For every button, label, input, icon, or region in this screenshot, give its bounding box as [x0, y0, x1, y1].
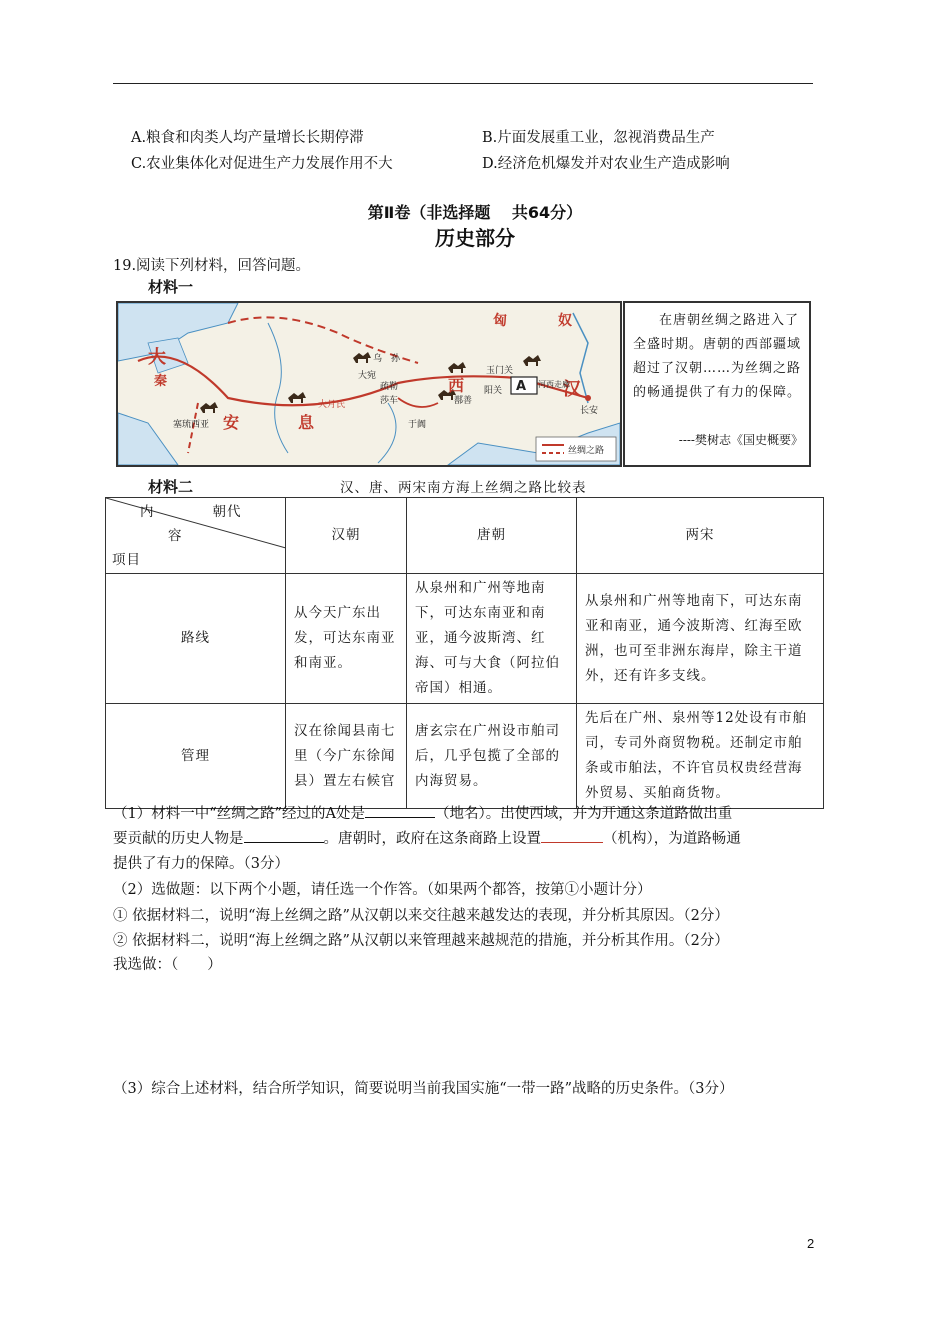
cell-management-han: 汉在徐闻县南七里（今广东徐闻县）置左右候官 — [286, 704, 407, 809]
changan-dot — [585, 395, 591, 401]
map-label-shanshan: 鄯善 — [454, 396, 473, 406]
table-row — [106, 704, 824, 809]
map-label-daqin-1: 大 — [148, 347, 166, 368]
header-song: 两宋 — [577, 498, 824, 574]
material-1-label: 材料一 — [148, 278, 194, 296]
map-label-hexi: 河西走廊 — [538, 380, 570, 389]
row-item-route: 路线 — [106, 574, 286, 704]
map-label-point-a: A — [516, 379, 527, 394]
sub-question-3: （3）综合上述材料，结合所学知识，简要说明当前我国实施“一带一路”战略的历史条件。（3分） — [113, 1081, 734, 1097]
map-label-dayuezhi: 大月氏 — [318, 400, 346, 410]
option-d: D.经济危机爆发并对农业生产造成影响 — [482, 156, 730, 172]
row-item-management: 管理 — [106, 704, 286, 809]
map-label-shule: 疏勒 — [380, 382, 399, 392]
legend-label: 丝绸之路 — [568, 446, 605, 456]
header-han: 汉朝 — [286, 498, 407, 574]
map-label-yutian: 于阗 — [408, 420, 427, 430]
table-corner-cell — [106, 498, 286, 574]
cell-route-tang: 从泉州和广州等地南下，可达东南亚和南亚，通今波斯湾、红海、可与大食（阿拉伯帝国）相通。 — [407, 574, 577, 704]
sub-question-1-line-1 — [113, 802, 732, 823]
map-label-xiongnu-1: 匈 — [493, 313, 507, 329]
cell-route-song: 从泉州和广州等地南下，可达东南亚和南亚，通今波斯湾、红海至欧洲，也可至非洲东海岸，除主干道外，还有许多支线。 — [577, 574, 824, 704]
sub-question-2-option-2: ② 依据材料二，说明“海上丝绸之路”从汉朝以来管理越来越规范的措施，并分析其作用。（2分） — [113, 933, 729, 949]
cell-management-song: 先后在广州、泉州等12处设有市舶司，专司外商贸物税。还制定市舶条或市舶法，不许官员权贵经营海外贸易、买舶商货物。 — [577, 704, 824, 809]
material-2-label: 材料二 — [148, 478, 194, 496]
map-label-xiongnu-2: 奴 — [558, 313, 572, 329]
map-label-tiaozhi: 塞琉西亚 — [173, 420, 210, 430]
map-label-anxi-2: 息 — [298, 413, 315, 432]
map-label-yangguan: 阳关 — [484, 386, 503, 396]
map-label-han: 汉 — [563, 379, 581, 400]
answer-blank-institution[interactable] — [541, 842, 603, 843]
sub1-part-f: 提供了有力的保障。（3分） — [113, 856, 289, 872]
header-rule — [113, 83, 813, 84]
map-label-yumenguan: 玉门关 — [486, 366, 514, 376]
sub1-part-c: 要贡献的历史人物是 — [113, 831, 244, 847]
question-stem: 19.阅读下列材料，回答问题。 — [113, 258, 311, 274]
map-label-dawan: 大宛 — [358, 371, 377, 381]
comparison-table — [105, 497, 824, 809]
sub1-part-d: 。唐朝时，政府在这条商路上设置 — [323, 831, 541, 847]
map-label-xi: 西 — [448, 376, 465, 395]
sub-question-1-line-2 — [113, 827, 741, 848]
section-title: 第Ⅱ卷（非选择题 共64分） — [367, 203, 583, 222]
sub-question-2-choice[interactable]: 我选做：（ ） — [113, 957, 222, 973]
page-number: 2 — [807, 1236, 815, 1251]
sub-question-2-option-1: ① 依据材料二，说明“海上丝绸之路”从汉朝以来交往越来越发达的表现，并分析其原因。（2分） — [113, 908, 729, 924]
cell-route-han: 从今天广东出发，可达东南亚和南亚。 — [286, 574, 407, 704]
map-label-changan: 长安 — [580, 406, 599, 416]
header-tang: 唐朝 — [407, 498, 577, 574]
table-caption: 汉、唐、两宋南方海上丝绸之路比较表 — [340, 480, 587, 496]
quote-box — [623, 301, 811, 467]
corner-bottom-label: 项目 — [112, 552, 141, 568]
map-graphic — [118, 303, 620, 465]
map-label-anxi-1: 安 — [223, 413, 240, 432]
quote-text: 在唐朝丝绸之路进入了全盛时期。唐朝的西部疆域超过了汉朝……为丝绸之路的畅通提供了有力的保障。 — [633, 313, 802, 400]
table-header-row — [106, 498, 824, 574]
option-b: B.片面发展重工业，忽视消费品生产 — [482, 130, 715, 146]
sub1-part-a: （1）材料一中“丝绸之路”经过的A处是 — [113, 806, 366, 822]
map-label-wusun: 乌 孙 — [373, 354, 401, 364]
map-label-shache: 莎车 — [380, 396, 399, 406]
section-subtitle: 历史部分 — [435, 226, 515, 250]
answer-blank-place[interactable] — [365, 817, 435, 818]
cell-management-tang: 唐玄宗在广州设市舶司后，几乎包揽了全部的内海贸易。 — [407, 704, 577, 809]
option-c: C.农业集体化对促进生产力发展作用不大 — [131, 156, 393, 172]
option-a: A.粮食和肉类人均产量增长长期停滞 — [131, 130, 364, 146]
map-label-daqin-2: 秦 — [154, 374, 168, 389]
corner-top-label: 内 朝代 — [140, 504, 242, 520]
sub1-part-b: （地名）。出使西域，并为开通这条道路做出重 — [435, 806, 733, 822]
table-row — [106, 574, 824, 704]
silk-road-map — [116, 301, 622, 467]
quote-source: ----樊树志《国史概要》 — [678, 433, 803, 447]
corner-mid-label: 容 — [168, 528, 183, 544]
sub-question-2-intro: （2）选做题：以下两个小题，请任选一个作答。（如果两个都答，按第①小题计分） — [113, 882, 652, 898]
sub1-part-e: （机构），为道路畅通 — [603, 831, 741, 847]
answer-blank-person[interactable] — [244, 842, 324, 843]
